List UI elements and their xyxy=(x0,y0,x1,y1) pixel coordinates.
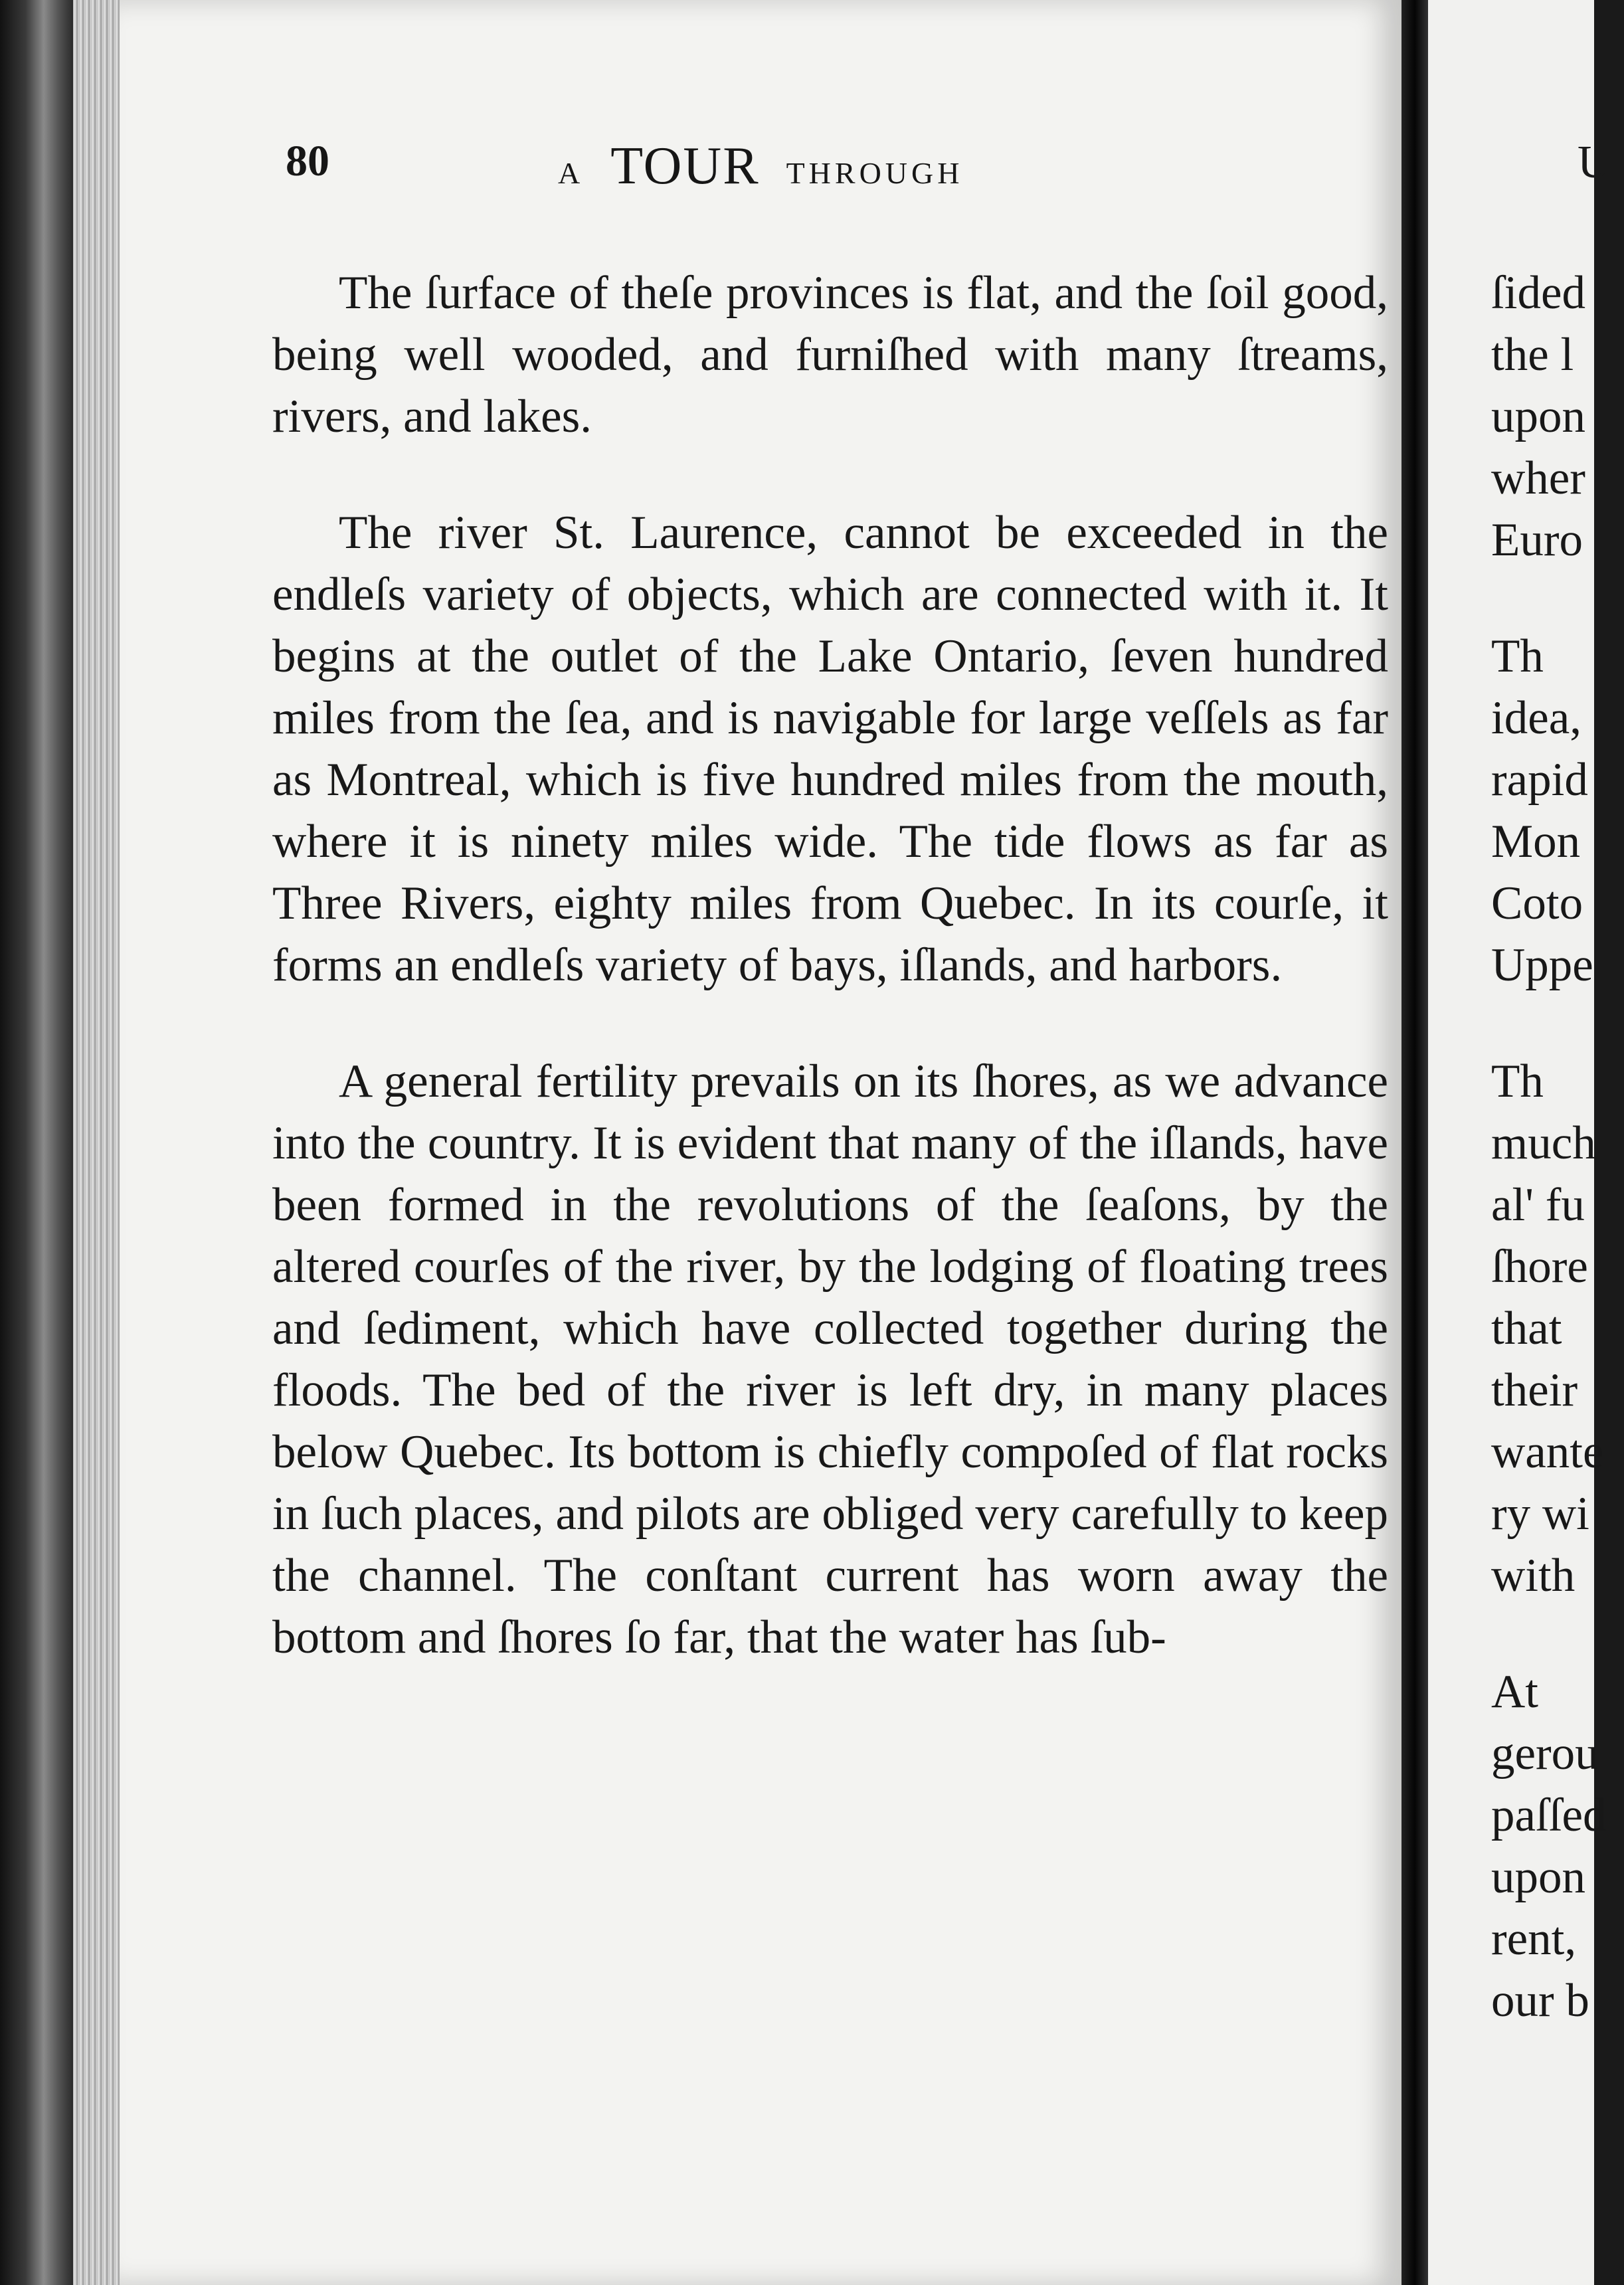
fragment-line: Euro xyxy=(1491,514,1583,566)
running-head-title: TOUR xyxy=(610,137,760,195)
fragment-line: Th xyxy=(1491,1055,1544,1107)
page-header xyxy=(286,136,1216,196)
right-page-header-fragment: U xyxy=(1578,137,1611,188)
paragraph-fertility: A general fertility prevails on its ſhores, as we advance into the country. It is evident that many of the iſlands, have been formed in the revolutions of the ſeaſons, by the altered courſes of the river, by the lodging of floating trees and ſediment, which have collected together during the floods. The bed of the river is left dry, in many places below Quebec. Its bottom is chiefly compoſed of flat rocks in ſuch places, and pilots are obliged very carefully to keep the channel. The conſtant current has worn away the bottom and ſhores ſo far, that the water has ſub- xyxy=(272,1055,1388,1663)
paragraph-surface: The ſurface of theſe provinces is flat, and the ſoil good, being well wooded, and furniſhed with many ſtreams, rivers, and lakes. xyxy=(272,267,1388,442)
fragment-line: Mon xyxy=(1491,816,1581,868)
fragment-line: ry wi xyxy=(1491,1488,1589,1540)
fragment-line: paſſed xyxy=(1491,1789,1607,1841)
fragment-line: their xyxy=(1491,1364,1578,1416)
fragment-line: wher xyxy=(1491,452,1585,504)
fragment-line: Th xyxy=(1491,630,1544,682)
fragment-line: At xyxy=(1491,1666,1538,1718)
fragment-line: much xyxy=(1491,1117,1596,1169)
right-page-text-fragments xyxy=(1491,262,1624,2032)
fragment-line: upon xyxy=(1491,1851,1585,1903)
fragment-line: gerou xyxy=(1491,1728,1599,1780)
fragment-line: rapid xyxy=(1491,754,1588,806)
fragment-line: our b xyxy=(1491,1975,1589,2027)
fragment-line: al' fu xyxy=(1491,1179,1585,1231)
fragment-group-4 xyxy=(1491,1661,1624,2032)
page-stack-edge xyxy=(73,0,120,2285)
body-text xyxy=(272,262,1388,1723)
fragment-line: that xyxy=(1491,1303,1562,1354)
fragment-group-2 xyxy=(1491,626,1624,996)
fragment-line: ſhore xyxy=(1491,1241,1588,1293)
running-head xyxy=(558,136,963,197)
fragment-line: Uppe xyxy=(1491,939,1593,991)
fragment-line: upon xyxy=(1491,391,1585,442)
fragment-group-1 xyxy=(1491,262,1624,571)
fragment-group-3 xyxy=(1491,1051,1624,1607)
running-head-through: THROUGH xyxy=(786,156,964,190)
fragment-line: with xyxy=(1491,1550,1576,1601)
book-edge xyxy=(0,0,73,2285)
fragment-line: idea, xyxy=(1491,692,1582,744)
fragment-line: wante xyxy=(1491,1426,1604,1478)
fragment-line: Coto xyxy=(1491,877,1583,929)
paragraph-river-st-laurence: The river St. Laurence, cannot be exceeded in the endleſs variety of objects, which are connected with it. It begins at the outlet of the Lake Ontario, ſeven hundred miles from the ſea, and is navigable for large veſſels as far as Montreal, which is five hundred miles from the mouth, where it is ninety miles wide. The tide flows as far as Three Rivers, eighty miles from Quebec. In its courſe, it forms an endleſs variety of bays, iſlands, and harbors. xyxy=(272,507,1388,991)
fragment-line: rent, xyxy=(1491,1913,1577,1965)
fragment-line: the l xyxy=(1491,329,1574,381)
fragment-line: ſided xyxy=(1491,267,1585,319)
running-head-article: A xyxy=(558,156,585,190)
page-number: 80 xyxy=(286,137,329,185)
book-gutter xyxy=(1401,0,1428,2285)
